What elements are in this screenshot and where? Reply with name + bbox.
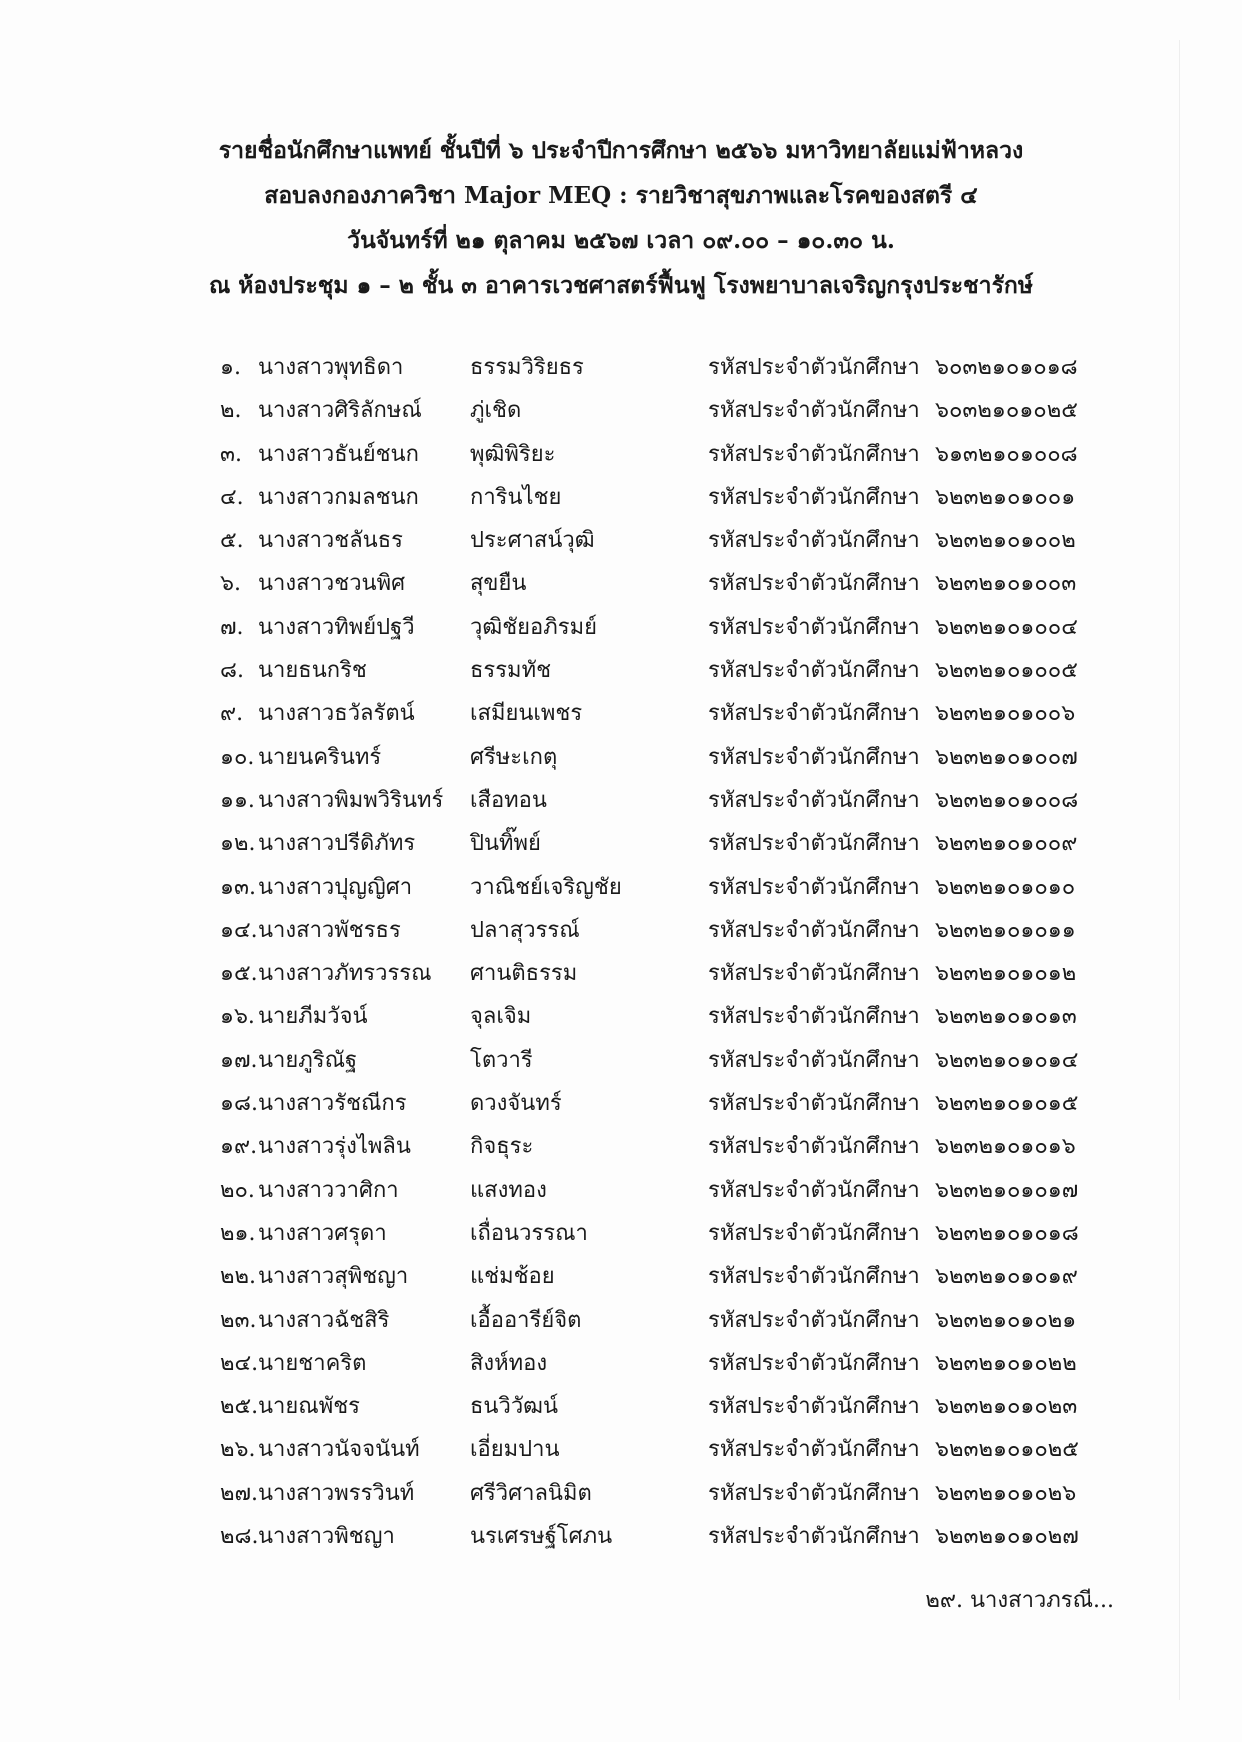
student-row xyxy=(0,476,1242,519)
student-id-label: รหัสประจำตัวนักศึกษา xyxy=(708,1047,920,1073)
student-row xyxy=(0,779,1242,822)
student-id: ๖๒๓๒๑๐๑๐๐๑ xyxy=(935,484,1076,510)
student-first-name: นางสาวฉัชสิริ xyxy=(258,1307,390,1333)
student-id-label: รหัสประจำตัวนักศึกษา xyxy=(708,744,920,770)
student-id: ๖๒๓๒๑๐๑๐๑๘ xyxy=(935,1220,1079,1246)
student-surname: ธรรมทัช xyxy=(470,658,551,684)
student-id: ๖๒๓๒๑๐๑๐๒๑ xyxy=(935,1307,1077,1333)
student-row xyxy=(0,519,1242,562)
student-id-label: รหัสประจำตัวนักศึกษา xyxy=(708,1480,920,1506)
student-id-label: รหัสประจำตัวนักศึกษา xyxy=(708,571,920,597)
student-row xyxy=(0,692,1242,735)
student-first-name: นางสาวพุทธิดา xyxy=(258,355,404,380)
student-row xyxy=(0,1342,1242,1385)
student-number: ๒๑. xyxy=(220,1220,256,1246)
student-number: ๑๗. xyxy=(220,1047,258,1073)
student-row xyxy=(0,1255,1242,1298)
student-surname: พุฒิพิริยะ xyxy=(470,441,556,467)
student-id: ๖๒๓๒๑๐๑๐๐๕ xyxy=(935,658,1078,684)
student-id: ๖๒๓๒๑๐๑๐๒๓ xyxy=(935,1394,1078,1420)
student-surname: เอี่ยมปาน xyxy=(470,1437,560,1463)
student-number: ๑๑. xyxy=(220,787,255,813)
student-row xyxy=(0,736,1242,779)
student-row xyxy=(0,1125,1242,1168)
student-first-name: นางสาวรุ่งไพลิน xyxy=(258,1134,411,1160)
student-number: ๒๒. xyxy=(220,1264,256,1290)
student-first-name: นางสาวรัชณีกร xyxy=(258,1091,407,1117)
header-title-line-1: รายชื่อนักศึกษาแพทย์ ชั้นปีที่ ๖ ประจำปีการศึกษา ๒๕๖๖ มหาวิทยาลัยแม่ฟ้าหลวง xyxy=(218,137,1024,164)
student-number: ๑๔. xyxy=(220,917,258,943)
student-id-label: รหัสประจำตัวนักศึกษา xyxy=(708,1524,920,1550)
student-number: ๑๘. xyxy=(220,1091,258,1117)
student-id: ๖๒๓๒๑๐๑๐๑๕ xyxy=(935,1091,1079,1117)
student-id-label: รหัสประจำตัวนักศึกษา xyxy=(708,787,920,813)
student-id-label: รหัสประจำตัวนักศึกษา xyxy=(708,1264,920,1290)
header-title-line-4: ณ ห้องประชุม ๑ – ๒ ชั้น ๓ อาคารเวชศาสตร์ฟื้นฟู โรงพยาบาลเจริญกรุงประชารักษ์ xyxy=(208,272,1034,299)
student-id-label: รหัสประจำตัวนักศึกษา xyxy=(708,1220,920,1246)
student-id: ๖๒๓๒๑๐๑๐๑๒ xyxy=(935,961,1077,987)
student-row xyxy=(0,1212,1242,1255)
student-surname: สุขยืน xyxy=(470,571,527,597)
student-row xyxy=(0,1299,1242,1342)
student-id-label: รหัสประจำตัวนักศึกษา xyxy=(708,917,920,943)
student-first-name: นางสาวชวนพิศ xyxy=(258,571,406,597)
student-number: ๒๓. xyxy=(220,1307,257,1333)
student-row xyxy=(0,346,1242,389)
student-id-label: รหัสประจำตัวนักศึกษา xyxy=(708,1091,920,1117)
student-first-name: นางสาวศิริลักษณ์ xyxy=(258,398,422,424)
student-number: ๒๘. xyxy=(220,1524,259,1550)
student-id-label: รหัสประจำตัวนักศึกษา xyxy=(708,1004,920,1030)
student-number: ๓. xyxy=(220,441,243,467)
student-first-name: นางสาวกมลชนก xyxy=(258,484,419,510)
student-number: ๑๕. xyxy=(220,961,258,987)
student-row xyxy=(0,433,1242,476)
student-first-name: นายภูริณัฐ xyxy=(258,1047,358,1073)
student-surname: ศรีวิศาลนิมิต xyxy=(470,1480,592,1506)
student-first-name: นายณพัชร xyxy=(258,1394,360,1420)
student-surname: ประศาสน์วุฒิ xyxy=(470,528,595,554)
student-surname: ศรีษะเกตุ xyxy=(470,744,558,770)
student-surname: เถื่อนวรรณา xyxy=(470,1220,588,1246)
student-number: ๘. xyxy=(220,658,244,684)
student-id: ๖๒๓๒๑๐๑๐๐๘ xyxy=(935,787,1079,813)
student-id-label: รหัสประจำตัวนักศึกษา xyxy=(708,398,920,424)
student-id-label: รหัสประจำตัวนักศึกษา xyxy=(708,701,920,727)
document-header xyxy=(0,128,1242,308)
student-surname: แสงทอง xyxy=(470,1177,547,1203)
student-surname: ภู่เชิด xyxy=(470,398,522,424)
student-first-name: นางสาวภัทรวรรณ xyxy=(258,961,432,987)
student-surname: ปินทิ๊พย์ xyxy=(470,831,541,857)
student-number: ๙. xyxy=(220,701,244,727)
student-surname: การินไชย xyxy=(470,484,562,510)
student-row xyxy=(0,909,1242,952)
student-row xyxy=(0,952,1242,995)
student-surname: เสือทอน xyxy=(470,787,547,813)
student-id-label: รหัสประจำตัวนักศึกษา xyxy=(708,658,920,684)
student-id: ๖๒๓๒๑๐๑๐๐๓ xyxy=(935,571,1077,597)
student-id-label: รหัสประจำตัวนักศึกษา xyxy=(708,831,920,857)
student-first-name: นางสาววาศิกา xyxy=(258,1177,399,1203)
student-first-name: นางสาวพรรวินท์ xyxy=(258,1480,415,1506)
student-id-label: รหัสประจำตัวนักศึกษา xyxy=(708,484,920,510)
student-first-name: นายธนกริช xyxy=(258,658,367,684)
student-id-label: รหัสประจำตัวนักศึกษา xyxy=(708,1307,920,1333)
student-id: ๖๒๓๒๑๐๑๐๐๗ xyxy=(935,744,1078,770)
student-number: ๒๕. xyxy=(220,1394,259,1420)
student-id-label: รหัสประจำตัวนักศึกษา xyxy=(708,1134,920,1160)
student-id: ๖๒๓๒๑๐๑๐๑๙ xyxy=(935,1264,1078,1290)
student-id: ๖๒๓๒๑๐๑๐๑๓ xyxy=(935,1004,1077,1030)
student-first-name: นางสาวพิมพวิรินทร์ xyxy=(258,787,444,813)
student-first-name: นางสาวสุพิชญา xyxy=(258,1264,409,1290)
student-first-name: นายภีมวัจน์ xyxy=(258,1004,368,1030)
student-row xyxy=(0,1515,1242,1558)
student-row xyxy=(0,822,1242,865)
student-id: ๖๒๓๒๑๐๑๐๑๐ xyxy=(935,874,1076,900)
continuation-note: ๒๙. นางสาวภรณี... xyxy=(925,1588,1114,1613)
student-first-name: นางสาวทิพย์ปฐวี xyxy=(258,614,415,640)
student-id-label: รหัสประจำตัวนักศึกษา xyxy=(708,1177,920,1203)
student-number: ๑๖. xyxy=(220,1004,255,1030)
student-number: ๑๐. xyxy=(220,744,255,770)
student-number: ๔. xyxy=(220,484,244,510)
student-first-name: นางสาวปุญญิศา xyxy=(258,874,413,900)
header-title-line-3: วันจันทร์ที่ ๒๑ ตุลาคม ๒๕๖๗ เวลา ๐๙.๐๐ – ๑๐.๓๐ น. xyxy=(347,227,895,254)
student-surname: วาณิชย์เจริญชัย xyxy=(470,874,622,900)
student-id-label: รหัสประจำตัวนักศึกษา xyxy=(708,1394,920,1420)
student-row xyxy=(0,995,1242,1038)
student-id: ๖๐๓๒๑๐๑๐๑๘ xyxy=(935,355,1078,380)
student-id: ๖๒๓๒๑๐๑๐๐๙ xyxy=(935,831,1078,857)
student-first-name: นางสาวธันย์ชนก xyxy=(258,441,419,467)
student-number: ๕. xyxy=(220,528,244,554)
student-row xyxy=(0,1039,1242,1082)
student-surname: สิงห์ทอง xyxy=(470,1350,548,1376)
student-number: ๑๓. xyxy=(220,874,256,900)
student-first-name: นายนครินทร์ xyxy=(258,744,382,770)
student-number: ๖. xyxy=(220,571,241,597)
student-first-name: นางสาวปรีดิภัทร xyxy=(258,831,416,857)
student-id-label: รหัสประจำตัวนักศึกษา xyxy=(708,961,920,987)
student-id-label: รหัสประจำตัวนักศึกษา xyxy=(708,528,920,554)
student-surname: ดวงจันทร์ xyxy=(470,1091,562,1117)
student-surname: วุฒิชัยอภิรมย์ xyxy=(470,614,597,640)
student-id: ๖๒๓๒๑๐๑๐๑๗ xyxy=(935,1177,1079,1203)
student-number: ๒๔. xyxy=(220,1350,259,1376)
student-surname: เสมียนเพชร xyxy=(470,701,583,727)
student-id-label: รหัสประจำตัวนักศึกษา xyxy=(708,614,920,640)
student-list xyxy=(0,346,1242,1558)
student-surname: แช่มช้อย xyxy=(470,1264,555,1290)
student-row xyxy=(0,1428,1242,1471)
student-id: ๖๐๓๒๑๐๑๐๒๕ xyxy=(935,398,1078,424)
student-surname: กิจธุระ xyxy=(470,1134,534,1160)
student-id: ๖๒๓๒๑๐๑๐๐๔ xyxy=(935,614,1078,640)
student-id: ๖๒๓๒๑๐๑๐๒๗ xyxy=(935,1524,1079,1550)
student-first-name: นางสาวศรุดา xyxy=(258,1220,387,1246)
student-id: ๖๒๓๒๑๐๑๐๑๖ xyxy=(935,1134,1076,1160)
student-first-name: นางสาวพิชญา xyxy=(258,1524,395,1550)
student-number: ๑. xyxy=(220,355,241,380)
student-id-label: รหัสประจำตัวนักศึกษา xyxy=(708,441,920,467)
student-row xyxy=(0,389,1242,432)
student-surname: นรเศรษฐ์โศภน xyxy=(470,1524,613,1550)
student-first-name: นางสาวนัจจนันท์ xyxy=(258,1437,420,1463)
student-surname: ศานติธรรม xyxy=(470,961,578,987)
student-number: ๒. xyxy=(220,398,242,424)
student-id: ๖๒๓๒๑๐๑๐๑๔ xyxy=(935,1047,1079,1073)
student-row xyxy=(0,1472,1242,1515)
student-id: ๖๒๓๒๑๐๑๐๒๖ xyxy=(935,1480,1077,1506)
student-first-name: นางสาวพัชรธร xyxy=(258,917,401,943)
student-number: ๒๐. xyxy=(220,1177,255,1203)
student-row xyxy=(0,1169,1242,1212)
student-surname: ธนวิวัฒน์ xyxy=(470,1394,559,1420)
student-row xyxy=(0,562,1242,605)
student-number: ๒๗. xyxy=(220,1480,259,1506)
student-number: ๒๖. xyxy=(220,1437,256,1463)
student-id: ๖๒๓๒๑๐๑๐๐๖ xyxy=(935,701,1076,727)
student-row xyxy=(0,866,1242,909)
student-row xyxy=(0,606,1242,649)
student-id-label: รหัสประจำตัวนักศึกษา xyxy=(708,355,920,380)
student-number: ๑๙. xyxy=(220,1134,258,1160)
student-id: ๖๒๓๒๑๐๑๐๐๒ xyxy=(935,528,1076,554)
student-row xyxy=(0,1082,1242,1125)
student-surname: เอื้ออารีย์จิต xyxy=(470,1307,582,1333)
student-first-name: นางสาวชลันธร xyxy=(258,528,403,554)
student-row xyxy=(0,1385,1242,1428)
header-title-line-2: สอบลงกองภาควิชา Major MEQ : รายวิชาสุขภาพและโรคของสตรี ๔ xyxy=(264,182,978,209)
student-id-label: รหัสประจำตัวนักศึกษา xyxy=(708,1437,920,1463)
student-surname: ปลาสุวรรณ์ xyxy=(470,917,580,943)
student-surname: โตวารี xyxy=(470,1047,533,1073)
student-surname: ธรรมวิริยธร xyxy=(470,355,584,380)
student-first-name: นางสาวธวัลรัตน์ xyxy=(258,701,415,727)
student-id-label: รหัสประจำตัวนักศึกษา xyxy=(708,874,920,900)
student-number: ๗. xyxy=(220,614,244,640)
student-first-name: นายชาคริต xyxy=(258,1350,367,1376)
student-id-label: รหัสประจำตัวนักศึกษา xyxy=(708,1350,920,1376)
student-id: ๖๒๓๒๑๐๑๐๒๕ xyxy=(935,1437,1079,1463)
student-surname: จุลเจิม xyxy=(470,1004,532,1030)
student-id: ๖๒๓๒๑๐๑๐๒๒ xyxy=(935,1350,1077,1376)
student-id: ๖๑๓๒๑๐๑๐๐๘ xyxy=(935,441,1078,467)
student-number: ๑๒. xyxy=(220,831,256,857)
student-row xyxy=(0,649,1242,692)
student-id: ๖๒๓๒๑๐๑๐๑๑ xyxy=(935,917,1076,943)
